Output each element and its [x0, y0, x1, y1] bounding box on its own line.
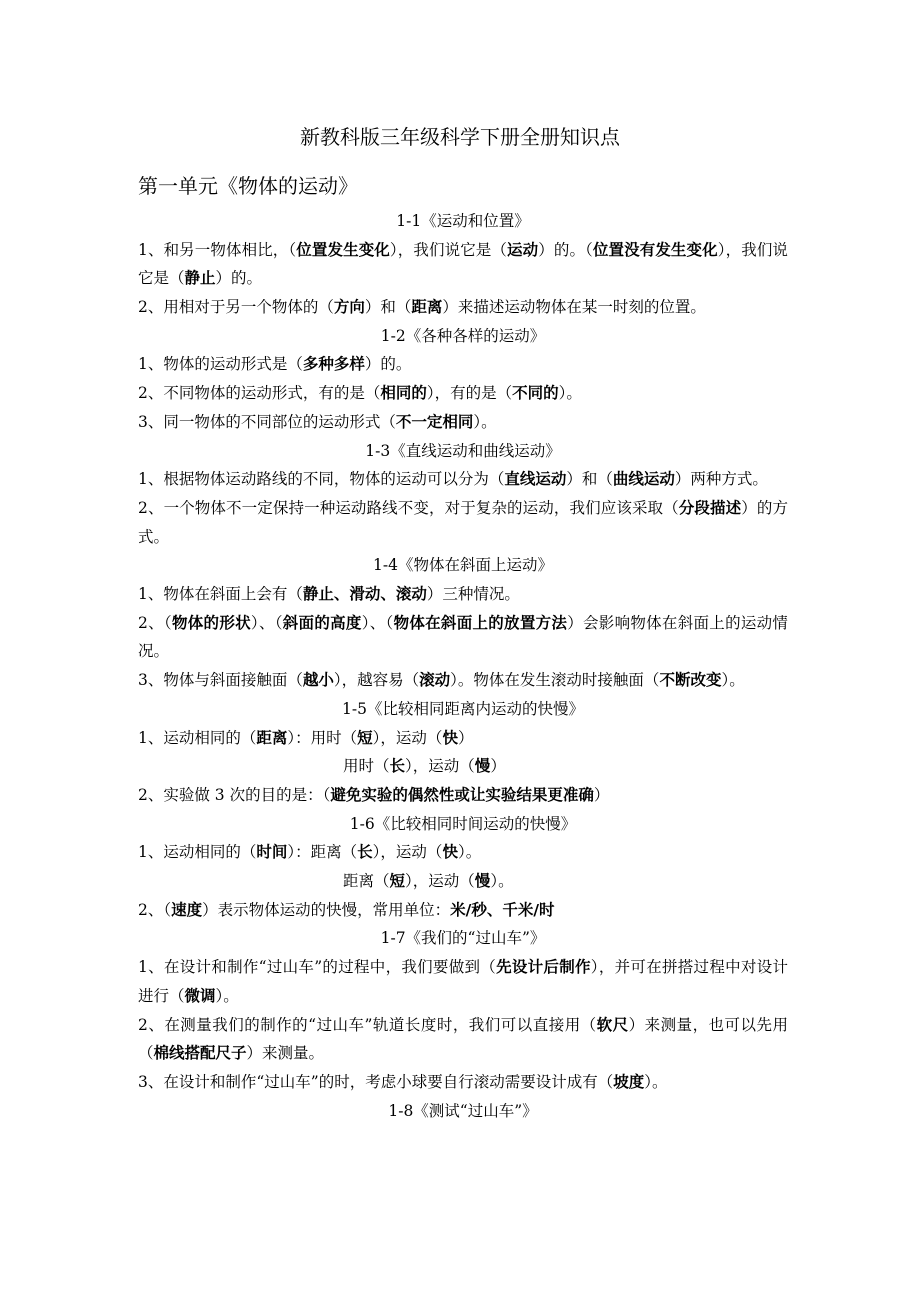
text-run: ），有的是（ — [426, 384, 513, 403]
knowledge-point — [138, 666, 788, 695]
key-term: 方向 — [333, 298, 365, 317]
text-run: ）。 — [457, 843, 482, 862]
unit-heading: 第一单元《物体的运动》 — [138, 174, 358, 198]
text-run: ）和（ — [566, 470, 613, 489]
key-term: 不同的 — [512, 384, 559, 403]
text-run: 2、用相对于另一个物体的（ — [138, 298, 334, 317]
text-run: ） — [593, 785, 610, 804]
text-run: 1、物体在斜面上会有（ — [138, 585, 303, 604]
text-run: 3、在设计和制作“过山车”的时，考虑小球要自行滚动需要设计成有（ — [138, 1072, 614, 1091]
text-run: 2、实验做 3 次的目的是：（ — [138, 785, 331, 804]
text-run: ）的。（ — [538, 240, 593, 259]
knowledge-point — [138, 494, 788, 551]
key-term: 短 — [389, 872, 406, 891]
text-run: ）来测量，也可以先用（ — [138, 1015, 788, 1063]
text-run: ），运动（ — [405, 872, 475, 891]
text-run: 1、物体的运动形式是（ — [138, 355, 303, 374]
key-term: 慢 — [474, 757, 491, 776]
key-term: 位置发生变化 — [296, 240, 390, 259]
key-term: 相同的 — [380, 384, 427, 403]
text-run: ）。 — [473, 412, 497, 431]
key-term: 棉线搭配尺子 — [153, 1044, 247, 1063]
knowledge-point — [138, 1011, 788, 1068]
key-term: 物体的形状 — [171, 613, 251, 632]
key-term: 运动 — [507, 240, 539, 259]
knowledge-point — [138, 896, 788, 925]
key-term: 快 — [442, 843, 458, 862]
key-term: 越小 — [302, 671, 334, 690]
knowledge-point — [138, 609, 788, 666]
knowledge-point — [138, 953, 788, 1010]
text-run: ）。 — [490, 872, 514, 891]
text-run: 2、不同物体的运动形式，有的是（ — [138, 384, 381, 403]
text-run: ）会影响物体在斜面上的运动情况。 — [138, 613, 788, 661]
text-run: ）。 — [644, 1072, 668, 1091]
text-run: ）。 — [215, 986, 239, 1005]
text-run: ）。 — [721, 671, 745, 690]
document-title: 新教科版三年级科学下册全册知识点 — [300, 125, 620, 149]
text-run: ），越容易（ — [333, 671, 420, 690]
knowledge-point — [138, 408, 788, 437]
text-run: 1、和另一物体相比，（ — [138, 240, 297, 259]
key-term: 先设计后制作 — [496, 958, 591, 977]
key-term: 坡度 — [613, 1072, 645, 1091]
text-run: 1、运动相同的（ — [138, 843, 257, 862]
section-heading: 1-5《比较相同距离内运动的快慢》 — [342, 699, 584, 718]
key-term: 不一定相同 — [395, 412, 474, 431]
key-term: 慢 — [474, 872, 491, 891]
key-term: 滚动 — [419, 671, 451, 690]
section-heading: 1-3《直线运动和曲线运动》 — [365, 441, 561, 460]
text-run: ）的方式。 — [138, 498, 788, 546]
section-heading: 1-1《运动和位置》 — [396, 212, 530, 230]
text-run: 2、（ — [138, 900, 172, 919]
text-run: ）、（ — [361, 613, 394, 632]
key-term: 距离 — [411, 298, 443, 317]
document-body — [138, 207, 788, 1125]
text-run: ）：距离（ — [287, 843, 358, 862]
key-term: 避免实验的偶然性或让实验结果更准确 — [330, 785, 594, 804]
key-term: 距离 — [256, 728, 288, 747]
key-term: 微调 — [184, 986, 216, 1005]
text-run: ）和（ — [364, 298, 412, 317]
text-run: ）表示物体运动的快慢，常用单位： — [202, 900, 451, 919]
text-run: 用时（ — [343, 757, 390, 776]
text-run: ）。物体在发生滚动时接触面（ — [450, 671, 660, 690]
key-term: 斜面的高度 — [282, 613, 362, 632]
text-run: ） — [490, 757, 506, 776]
key-term: 长 — [357, 843, 373, 862]
text-run: ）两种方式。 — [674, 470, 768, 489]
key-term: 速度 — [171, 900, 203, 919]
text-run: ） — [457, 728, 474, 747]
text-run: 距离（ — [343, 872, 390, 891]
text-run: 3、物体与斜面接触面（ — [138, 671, 303, 690]
key-term: 快 — [442, 728, 458, 747]
section-heading: 1-8《测试“过山车”》 — [388, 1101, 538, 1120]
key-term: 不断改变 — [659, 671, 722, 690]
knowledge-point — [138, 465, 788, 494]
text-run: 3、同一物体的不同部位的运动形式（ — [138, 412, 396, 431]
knowledge-point — [138, 293, 788, 322]
text-run: ）来测量。 — [246, 1044, 325, 1063]
knowledge-point — [138, 724, 788, 753]
knowledge-point — [138, 867, 788, 896]
knowledge-point — [138, 1068, 788, 1097]
key-term: 米/秒、千米/时 — [450, 900, 555, 919]
key-term: 多种多样 — [302, 355, 365, 374]
knowledge-point — [138, 350, 788, 379]
section-heading: 1-2《各种各样的运动》 — [380, 326, 546, 345]
text-run: 1、运动相同的（ — [138, 728, 257, 747]
knowledge-point — [138, 838, 788, 867]
key-term: 分段描述 — [678, 498, 742, 517]
text-run: 1、在设计和制作“过山车”的过程中，我们要做到（ — [138, 958, 497, 977]
key-term: 时间 — [256, 843, 288, 862]
text-run: ）的。 — [364, 355, 412, 374]
text-run: ）。 — [558, 384, 582, 403]
key-term: 直线运动 — [504, 470, 567, 489]
text-run: ），运动（ — [372, 843, 443, 862]
text-run: ），并可在拼搭过程中对设计进行（ — [138, 958, 788, 1005]
knowledge-point — [138, 580, 788, 609]
key-term: 短 — [357, 728, 373, 747]
key-term: 静止 — [184, 269, 216, 288]
text-run: 2、在测量我们的制作的“过山车”轨道长度时，我们可以直接用（ — [138, 1015, 597, 1034]
text-run: 1、根据物体运动路线的不同，物体的运动可以分为（ — [138, 470, 505, 489]
section-heading: 1-6《比较相同时间运动的快慢》 — [349, 814, 577, 833]
text-run: ），我们说它是（ — [138, 240, 788, 288]
section-heading: 1-7《我们的“过山车”》 — [380, 929, 546, 948]
key-term: 位置没有发生变化 — [592, 240, 718, 259]
text-run: ）的。 — [215, 269, 263, 288]
key-term: 软尺 — [596, 1015, 629, 1034]
key-term: 静止、滑动、滚动 — [302, 585, 427, 604]
text-run: ）、（ — [250, 613, 283, 632]
knowledge-point — [138, 236, 788, 293]
text-run: ）：用时（ — [287, 728, 358, 747]
text-run: 2、（ — [138, 613, 172, 632]
key-term: 物体在斜面上的放置方法 — [393, 613, 568, 632]
text-run: ），运动（ — [405, 757, 475, 776]
knowledge-point — [138, 781, 788, 810]
text-run: ），我们说它是（ — [389, 240, 508, 259]
text-run: ），运动（ — [372, 728, 443, 747]
key-term: 曲线运动 — [612, 470, 675, 489]
text-run: ）三种情况。 — [426, 585, 520, 604]
section-heading: 1-4《物体在斜面上运动》 — [373, 556, 553, 575]
knowledge-point — [138, 379, 788, 408]
key-term: 长 — [389, 757, 406, 776]
text-run: 2、一个物体不一定保持一种运动路线不变，对于复杂的运动，我们应该采取（ — [138, 498, 679, 517]
text-run: ）来描述运动物体在某一时刻的位置。 — [442, 298, 706, 317]
knowledge-point — [138, 752, 788, 781]
